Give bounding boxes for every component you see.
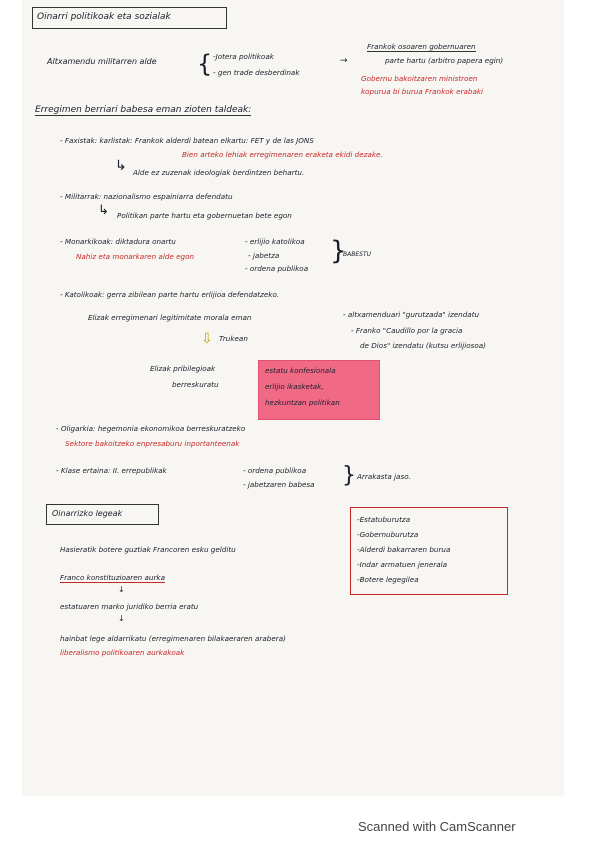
note-text-red: Bien arteko lehiak erregimenaren eraketa ekidi dezake. bbox=[182, 150, 383, 159]
arrow-down-icon: ↓ bbox=[118, 614, 125, 623]
note-text: Franco konstituzioaren aurka bbox=[60, 573, 166, 582]
note-text: - altxamenduari "gurutzada" izendatu bbox=[343, 310, 480, 319]
note-text: - Militarrak: nazionalismo espainiarra defendatu bbox=[60, 192, 233, 201]
note-text: Altxamendu militarren alde bbox=[47, 57, 157, 66]
note-text: Alde ez zuzenak ideologiak berdintzen behartu. bbox=[133, 168, 305, 177]
note-text-red: Nahiz eta monarkaren alde egon bbox=[76, 252, 195, 261]
note-text: Trukean bbox=[219, 334, 248, 343]
note-text: - jabetza bbox=[248, 251, 280, 260]
note-text: -Jotera politikoak bbox=[213, 52, 274, 61]
note-text: - Katolikoak: gerra zibilean parte hartu erlijioa defendatzeko. bbox=[60, 290, 280, 299]
note-text: - ordena publikoa bbox=[245, 264, 309, 273]
scanner-footer: Scanned with CamScanner bbox=[358, 819, 516, 834]
brace: } bbox=[342, 463, 356, 488]
note-text: Hasieratik botere guztiak Francoren esku gelditu bbox=[60, 545, 236, 554]
note-text: erlijio ikasketak, bbox=[265, 382, 324, 391]
note-text: hainbat lege aldarrikatu (erregimenaren bilakaeraren arabera) bbox=[60, 634, 286, 643]
note-text: Arrakasta jaso. bbox=[357, 472, 411, 481]
note-text: -Gobernuburutza bbox=[357, 530, 419, 539]
note-text: -Indar armatuen jenerala bbox=[357, 560, 448, 569]
section-title: Oinarri politikoak eta sozialak bbox=[37, 12, 171, 22]
note-text: - Monarkikoak: diktadura onartu bbox=[60, 237, 176, 246]
arrow-down-icon: ↓ bbox=[118, 585, 125, 594]
note-text-red: kopurua bi burua Frankok erabaki bbox=[361, 87, 484, 96]
note-text: -Botere legegilea bbox=[357, 575, 419, 584]
section-heading: Erregimen berriari babesa eman zioten taldeak: bbox=[35, 105, 252, 115]
note-text: estatuaren marko juridiko berria eratu bbox=[60, 602, 199, 611]
note-text: Elizak pribilegioak bbox=[150, 364, 216, 373]
arrow-corner-icon: ↳ bbox=[115, 158, 127, 174]
note-text: -Estatuburutza bbox=[357, 515, 411, 524]
note-text: - Klase ertaina: II. errepublikak bbox=[56, 466, 167, 475]
note-text: Politikan parte hartu eta gobernuetan bete egon bbox=[117, 211, 292, 220]
note-text-red: liberalismo politikoaren aurkakoak bbox=[60, 648, 185, 657]
note-text: BABESTU bbox=[343, 251, 371, 258]
note-text: - Oligarkia: hegemonia ekonomikoa berreskuratzeko bbox=[56, 424, 246, 433]
brace: } bbox=[330, 236, 347, 266]
note-text: - jabetzaren babesa bbox=[243, 480, 315, 489]
note-text: -Alderdi bakarraren burua bbox=[357, 545, 451, 554]
arrow-down-hollow-icon: ⇩ bbox=[201, 331, 213, 347]
arrow-corner-icon: ↳ bbox=[98, 203, 109, 218]
note-text-red: Sektore bakoitzeko enpresaburu inportanteenak bbox=[65, 439, 240, 448]
note-text: - gen trade desberdinak bbox=[213, 68, 300, 77]
note-text: - Faxistak: karlistak: Frankok alderdi batean elkartu: FET y de las JONS bbox=[60, 136, 314, 145]
note-text: estatu konfesionala bbox=[265, 366, 336, 375]
note-text: - erlijio katolikoa bbox=[245, 237, 305, 246]
note-text-red: Gobernu bakoitzaren ministroen bbox=[361, 74, 478, 83]
note-text: - ordena publikoa bbox=[243, 466, 307, 475]
note-text: berreskuratu bbox=[172, 380, 219, 389]
note-text: Elizak erregimenari legitimitate morala eman bbox=[88, 313, 252, 322]
arrow-right-icon: → bbox=[340, 56, 348, 66]
brace: { bbox=[197, 50, 213, 78]
note-text: - Franko "Caudillo por la gracia bbox=[351, 326, 463, 335]
note-text: hezkuntzan politikan bbox=[265, 398, 340, 407]
section-title: Oinarrizko legeak bbox=[52, 509, 123, 518]
note-text: parte hartu (arbitro papera egin) bbox=[385, 56, 504, 65]
note-text: Frankok osoaren gobernuaren bbox=[367, 42, 476, 51]
note-text: de Dios" izendatu (kutsu erlijiosoa) bbox=[360, 341, 486, 350]
